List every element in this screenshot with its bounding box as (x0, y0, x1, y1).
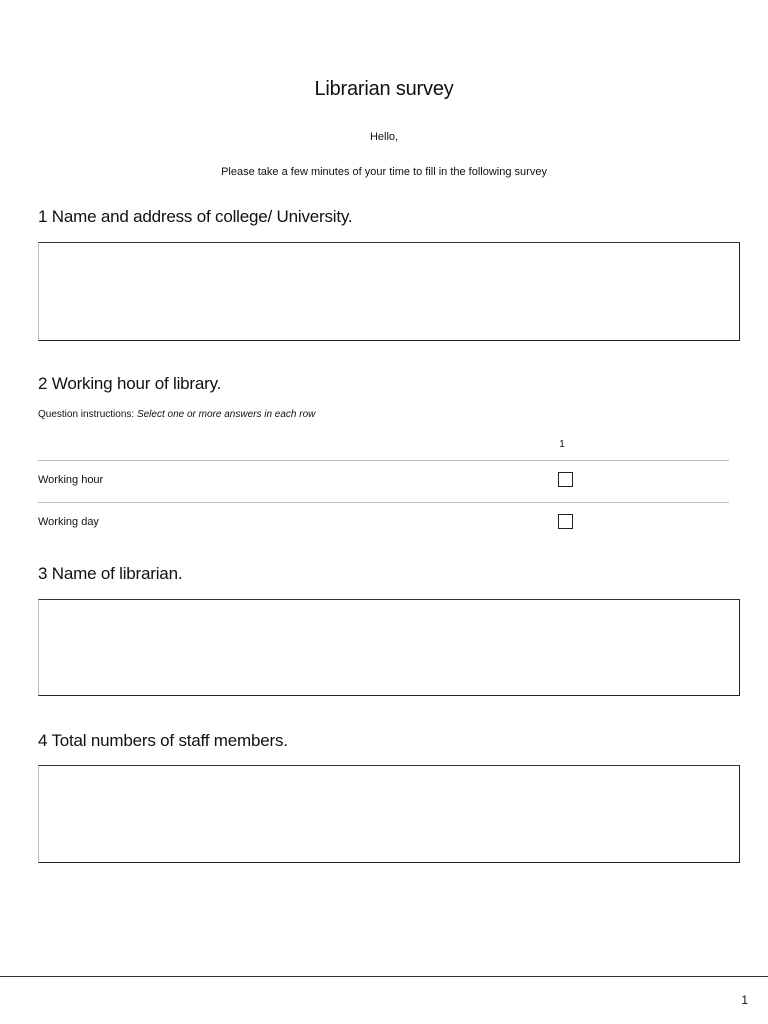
matrix-divider (38, 502, 729, 503)
matrix-row-working-hour-label: Working hour (38, 474, 104, 486)
page-number: 1 (741, 993, 748, 1007)
question-1-answer-box[interactable] (38, 242, 740, 341)
question-2-title: 2 Working hour of library. (38, 374, 222, 393)
question-1-title: 1 Name and address of college/ University. (38, 207, 353, 226)
question-4-title: 4 Total numbers of staff members. (38, 731, 288, 750)
instructions-prefix: Question instructions: (38, 409, 135, 420)
intro-text: Please take a few minutes of your time to fill in the following survey (221, 166, 547, 178)
question-3-answer-box[interactable] (38, 599, 740, 696)
working-hour-checkbox[interactable] (558, 472, 573, 487)
greeting-text: Hello, (369, 131, 399, 143)
matrix-column-header: 1 (559, 439, 565, 450)
question-instructions (38, 409, 315, 420)
matrix-row-working-day-label: Working day (38, 516, 99, 528)
question-4-answer-box[interactable] (38, 765, 740, 863)
survey-title: Librarian survey (314, 78, 454, 100)
working-day-checkbox[interactable] (558, 514, 573, 529)
instructions-text: Select one or more answers in each row (136, 409, 316, 420)
question-3-title: 3 Name of librarian. (38, 564, 183, 583)
matrix-divider (38, 460, 729, 461)
footer-divider (0, 976, 768, 977)
